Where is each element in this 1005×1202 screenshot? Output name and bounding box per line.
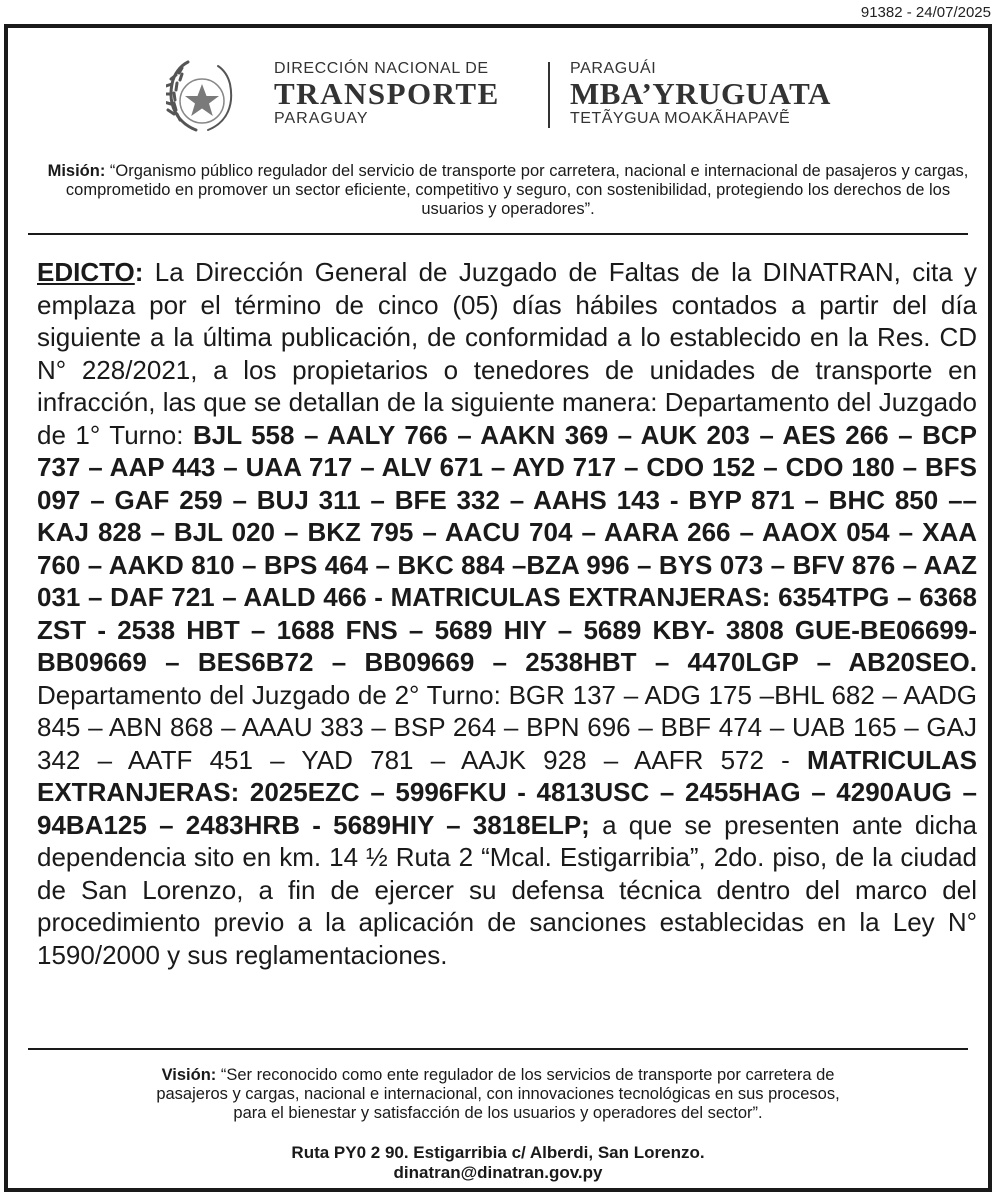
edict-closing: a que se presenten ante dicha dependencia sito en km. 14 ½ Ruta 2 “Mcal. Estigarribia”, 2do. piso, de la ciudad de San Lorenzo, a fin de ejercer su defensa técnica dentro del marco del procedimiento previo a la aplicación de sanciones establecidas en la Ley N° 1590/2000 y sus reglamentaciones. — [37, 809, 978, 970]
mission-statement — [38, 162, 978, 219]
vision-line1: “Ser reconocido como ente regulador de los servicios de transporte por carretera de — [216, 1066, 835, 1084]
turno2-intro: Departamento del Juzgado de 2° Turno: BGR 137 – ADG 175 –BHL 682 – AADG 845 – ABN 868 – AAAU 383 – BSP 264 – BPN 696 – BBF 474 – UAB 165 – GAJ 342 – AATF 451 – YAD 781 – AAJK 928 – AAFR 572 - — [37, 679, 977, 775]
header — [8, 58, 988, 138]
mba-line3: TETÃYGUA MOAKÃHAPAVẼ — [570, 110, 791, 127]
vision-statement — [48, 1066, 948, 1123]
vision-label: Visión: — [161, 1066, 217, 1084]
vision-line3: para el bienestar y satisfacción de los usuarios y operadores del sector”. — [233, 1104, 763, 1122]
guarani-wordmark — [570, 60, 831, 128]
edict-label: EDICTO — [37, 257, 135, 287]
star-icon — [185, 84, 219, 116]
top-divider — [28, 233, 968, 235]
mba-line2: MBA’YRUGUATA — [570, 76, 831, 111]
edict-body — [37, 256, 977, 971]
edict-intro: La Dirección General de Juzgado de Faltas de la DINATRAN, cita y emplaza por el término de cinco (05) días hábiles contados a partir del día siguiente a la última publicación, de conformidad a lo establecido en la Res. CD N° 228/2021, a los propietarios o tenedores de unidades de transporte en infracción, las que se detallan de la siguiente manera: Departamento del Juzgado de 1° Turno: — [37, 257, 977, 450]
turno2-foreign-plates: MATRICULAS EXTRANJERAS: 2025EZC – 5996FKU - 4813USC – 2455HAG – 4290AUG – 94BA125 – 2483HRB - 5689HIY – 3818ELP; — [37, 744, 977, 840]
dnt-line3: PARAGUAY — [274, 110, 369, 127]
header-divider — [548, 62, 550, 128]
dnt-line1: DIRECCIÓN NACIONAL DE — [274, 60, 489, 77]
contact-footer — [8, 1143, 988, 1183]
dinatran-wordmark — [274, 60, 500, 128]
address: Ruta PY0 2 90. Estigarribia c/ Alberdi, San Lorenzo. — [291, 1143, 705, 1162]
edict-colon: : — [134, 257, 144, 287]
email-address: dinatran@dinatran.gov.py — [393, 1163, 603, 1182]
mission-label: Misión: — [47, 162, 106, 180]
notice-frame — [4, 24, 992, 1192]
mba-line1: PARAGUÁI — [570, 60, 657, 77]
mission-text: “Organismo público regulador del servicio de transporte por carretera, nacional e internacional de pasajeros y cargas, comprometido en promover un sector eficiente, competitivo y seguro, con sostenibilidad, protegiendo los derechos de los usuarios y operadores”. — [65, 162, 969, 218]
vision-line2: pasajeros y cargas, nacional e internacional, con innovaciones tecnológicas en sus procesos, — [156, 1085, 840, 1103]
turno1-plates: BJL 558 – AALY 766 – AAKN 369 – AUK 203 – AES 266 – BCP 737 – AAP 443 – UAA 717 – ALV 671 – AYD 717 – CDO 152 – CDO 180 – BFS 097 – GAF 259 – BUJ 311 – BFE 332 – AAHS 143 - BYP 871 – BHC 850 –– KAJ 828 – BJL 020 – BKZ 795 – AACU 704 – AARA 266 – AAOX 054 – XAA 760 – AAKD 810 – BPS 464 – BKC 884 –BZA 996 – BYS 073 – BFV 876 – AAZ 031 – DAF 721 – AALD 466 - MATRICULAS EXTRANJERAS: 6354TPG – 6368 ZST - 2538 HBT – 1688 FNS – 5689 HIY – 5689 KBY- 3808 GUE-BE06699- BB09669 – BES6B72 – BB09669 – 2538HBT – 4470LGP – AB20SEO. — [37, 419, 977, 677]
dnt-line2: TRANSPORTE — [274, 76, 500, 111]
star-laurel-emblem-icon — [166, 58, 238, 138]
publication-reference: 91382 - 24/07/2025 — [860, 4, 991, 21]
bottom-divider — [28, 1048, 968, 1050]
